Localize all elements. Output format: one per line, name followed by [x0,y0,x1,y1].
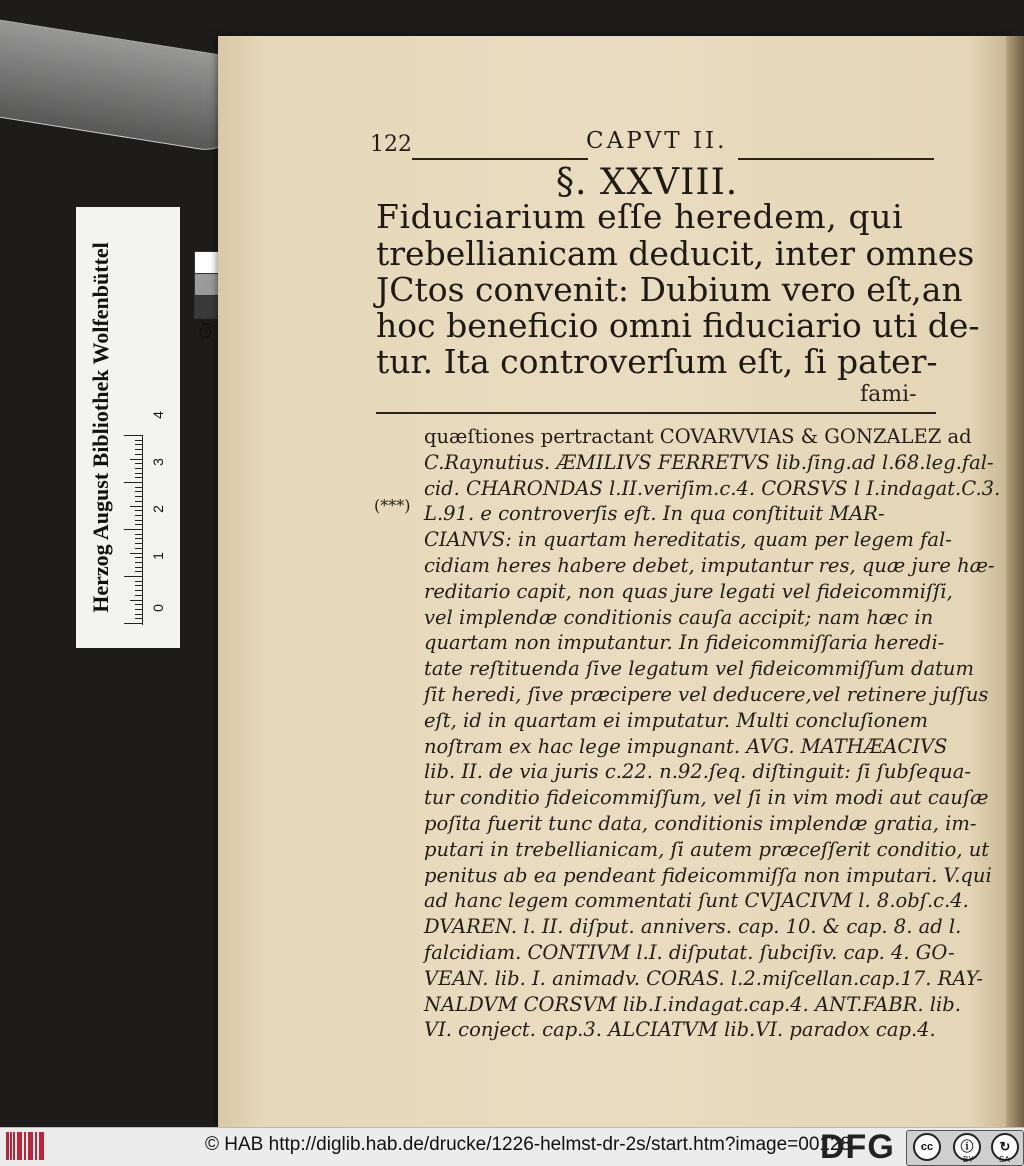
note-line: cid. CHARONDAS l.II.veriſim.c.4. CORSVS l I.indagat.C.3. [424,476,1001,500]
ruler-tick [135,449,142,450]
ruler-tick [135,491,142,492]
page-edge [1006,36,1024,1127]
card-ruler [122,435,143,625]
by-person-icon: ⓘ [953,1133,981,1161]
ruler-tick [135,515,142,516]
running-head: CAPVT II. [586,128,728,154]
note-line: poſita fuerit tunc data, conditionis implendæ gratia, im- [424,812,977,835]
hab-logo-icon [6,1132,48,1160]
body-line: tur. Ita controverſum eſt, ſi pater- [376,342,938,381]
note-line: ſit heredi, ſive præcipere vel deducere,vel retinere juſſus [424,683,989,706]
note-line: CIANVS: in quartam hereditatis, quam per legem fal- [424,528,952,552]
ruler-tick [135,534,142,535]
note-line: VEAN. lib. I. animadv. CORAS. l.2.miſcellan.cap.17. RAY- [424,966,983,990]
note-line: tate reſtituenda ſive legatum vel fideicommiſſum datum [424,657,974,681]
ruler-tick [135,562,142,563]
body-line: JCtos convenit: Dubium vero eſt,an [376,270,963,309]
ruler-tick [135,440,142,441]
note-line: vel implendæ conditionis cauſa accipit; nam hæc in [424,605,934,629]
license-label-sa: SA [999,1155,1010,1164]
license-label-by: BY [963,1155,974,1164]
ruler-tick [135,538,142,539]
ruler-tick [135,463,142,464]
ruler-tick [135,567,142,568]
note-marker: (***) [374,496,411,515]
header-rule-right [738,158,934,160]
ruler-tick [130,506,142,507]
source-url[interactable]: © HAB http://diglib.hab.de/drucke/1226-helmst-dr-2s/start.htm?image=00128 [205,1134,852,1155]
ruler-tick [135,444,142,445]
viewer-footer [0,1127,1024,1166]
ruler-tick [124,623,142,624]
note-line: quartam non imputantur. In fideicommiſſaria heredi- [424,631,945,655]
ruler-tick [135,487,142,488]
ruler-tick [135,520,142,521]
page-number: 122 [370,132,412,157]
ruler-number: 1 [150,552,166,560]
note-line: reditario capit, non quas jure legati vel fideicommiſſi, [424,579,953,603]
cc-icon: cc [913,1133,941,1161]
note-line: L.91. e controverſis eſt. In qua conſtituit MAR- [424,502,885,526]
ruler-tick [135,609,142,610]
ruler-tick [135,543,142,544]
glass-clip [0,18,254,156]
ruler-tick [130,600,142,601]
ruler-tick [135,501,142,502]
ruler-number: 4 [150,411,166,419]
note-line: lib. II. de via juris c.22. n.92.ſeq. diſtinguit: ſi ſubſequa- [424,760,971,784]
license-badge[interactable] [906,1130,1024,1166]
ruler-tick [135,604,142,605]
ruler-number: 2 [150,505,166,513]
note-line: ad hanc legem commentati ſunt CVJACIVM l. 8.obſ.c.4. [424,889,969,913]
dfg-logo: DFG [820,1128,895,1166]
ruler-tick [124,482,142,483]
header-rule-left [412,158,588,160]
ruler-tick [135,618,142,619]
card-title: Herzog August Bibliothek Wolfenbüttel [88,242,113,613]
ruler-number: 0 [150,604,166,612]
note-line: quæſtiones pertractant COVARVVIAS & GONZALEZ ad [424,425,972,448]
ruler-tick [135,571,142,572]
ruler-tick [130,459,142,460]
note-line: falcidiam. CONTIVM l.I. diſputat. ſubciſiv. cap. 4. GO- [424,941,955,964]
ruler-tick [135,510,142,511]
gray-scale-card [76,207,180,648]
ruler-tick [135,496,142,497]
ruler-number: 3 [150,458,166,466]
note-rule [376,412,936,414]
note-line: putari in trebellianicam, ſi autem præceſſerit conditio, ut [424,837,990,861]
note-line: noſtram ex hac lege impugnant. AVG. MATHÆACIVS [424,734,948,758]
ruler-tick [130,553,142,554]
note-line: cidiam heres habere debet, imputantur res, quæ jure hæ- [424,554,995,577]
body-line: hoc beneficio omni fiduciario uti de- [376,306,980,345]
note-line: VI. conject. cap.3. ALCIATVM lib.VI. paradox cap.4. [424,1018,936,1042]
note-line: DVAREN. l. II. diſput. annivers. cap. 10. & cap. 8. ad l. [424,915,962,939]
ruler-tick [135,548,142,549]
ruler-tick [124,576,142,577]
ruler-tick [135,524,142,525]
ruler-tick [124,435,142,436]
ruler-tick [135,468,142,469]
catchword: fami- [860,382,917,407]
ruler-tick [135,595,142,596]
note-line: C.Raynutius. ÆMILIVS FERRETVS lib.ſing.ad l.68.leg.fal- [424,450,994,474]
note-line: tur conditio fideicommiſſum, vel ſi in vim modi aut cauſæ [424,786,989,810]
ruler-tick [135,614,142,615]
note-line: NALDVM CORSVM lib.I.indagat.cap.4. ANT.FABR. lib. [424,992,961,1016]
ruler-tick [124,529,142,530]
body-line: trebellianicam deducit, inter omnes [376,234,975,273]
ruler-tick [135,585,142,586]
note-line: eſt, id in quartam ei imputatur. Multi concluſionem [424,708,928,732]
ruler-tick [135,473,142,474]
ruler-tick [135,477,142,478]
note-line: penitus ab ea pendeant fideicommiſſa non imputari. V.qui [424,863,992,887]
ruler-tick [135,557,142,558]
section-heading: §. XXVIII. [556,162,739,203]
body-line: Fiduciarium eſſe heredem, qui [376,197,904,236]
ruler-tick [135,581,142,582]
ruler-tick [135,454,142,455]
ruler-tick [135,590,142,591]
sa-share-alike-icon: ↻ [991,1133,1019,1161]
